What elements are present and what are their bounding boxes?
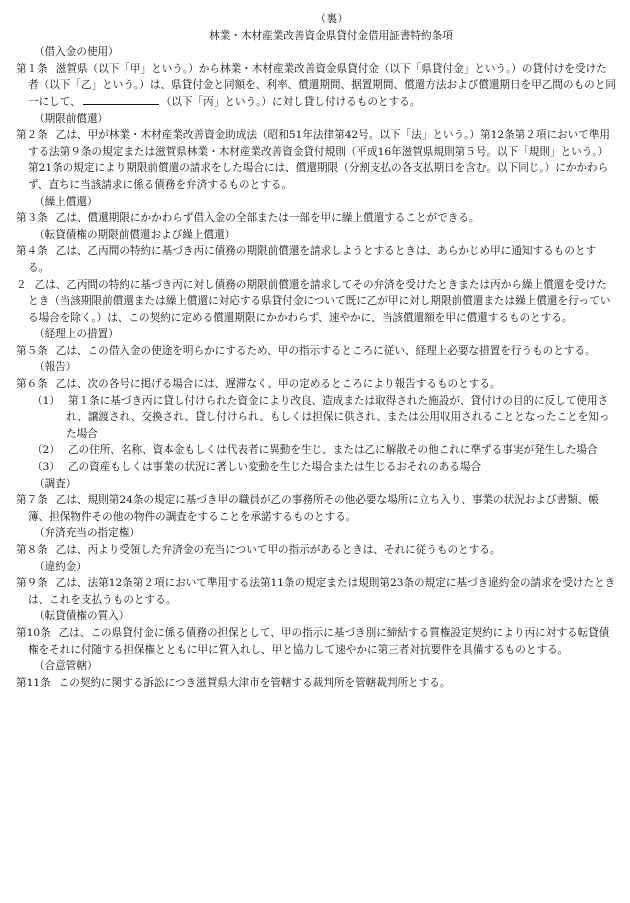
article-8-text: 乙は、丙より受領した弁済金の充当について甲の指示があるときは、それに従うものとする。 — [55, 544, 501, 556]
article-2 — [16, 127, 616, 193]
article-3 — [16, 210, 616, 227]
article-4 — [16, 243, 616, 276]
article-4-paragraph-2 — [16, 277, 616, 327]
article-8-number: 第８条 — [16, 544, 48, 556]
article-4-paragraph-2-text: 乙は、乙丙間の特約に基づき丙に対し債務の期限前償還を請求してその弁済を受けたときまたは丙から繰上償還を受けたとき（当該期限前償還または繰上償還に対応する県貸付金について既に乙が甲に対し期限前償還または繰上償還を行っている場合を除く。）は、この契約に定める償還期限にかかわらず、速やかに、当該償還額を甲に償還するものとする。 — [28, 278, 611, 324]
article-6 — [16, 376, 616, 393]
document-title: 林業・木材産業改善資金県貸付金借用証書特約条項 — [209, 29, 453, 42]
article-3-text: 乙は、償還期限にかかわらず借入金の全部または一部を甲に繰上償還することができる。 — [55, 212, 480, 225]
article-6-item-2 — [16, 442, 616, 459]
back-side-label: （裏） — [315, 13, 349, 25]
article-10-number: 第10条 — [16, 626, 51, 639]
article-8 — [16, 542, 616, 559]
document-page — [16, 11, 616, 691]
article-7-text: 乙は、規則第24条の規定に基づき甲の職員が乙の事務所その他必要な場所に立ち入り、事業の状況および書類、帳簿、担保物件その他の物件の調査をすることを承諾するものとする。 — [28, 494, 599, 523]
article-5-number: 第５条 — [16, 344, 48, 357]
article-1 — [16, 61, 616, 111]
article-7-number: 第７条 — [16, 494, 48, 507]
article-1-text-after: （以下「丙」という。）に対し貸し付けるものとする。 — [160, 95, 421, 108]
article-5 — [16, 343, 616, 360]
article-9-text: 乙は、法第12条第２項において準用する法第11条の規定または規則第23条の規定に基づき違約金の請求を受けたときは、これを支払うものとする。 — [28, 577, 616, 606]
article-1-text-before: 滋賀県（以下「甲」という。）から林業・木材産業改善資金県貸付金（以下「県貸付金」という。）の貸付けを受けた者（以下「乙」という。）は、県貸付金と同額を、利率、償還期間、据置期間、償還方法および償還期日を甲乙間のものと同一にして、 — [28, 62, 616, 108]
item-number: （2） — [32, 444, 60, 457]
article-11 — [16, 675, 616, 692]
item-text: 乙の資産もしくは事業の状況に著しい変動を生じた場合または生じるおそれのある場合 — [67, 461, 482, 474]
article-4-number: 第４条 — [16, 245, 48, 258]
article-1-heading: （借入金の使用） — [34, 46, 119, 59]
article-4-heading: （転貸債権の期限前償還および繰上償還） — [34, 228, 236, 241]
article-2-heading: （期限前償還） — [34, 112, 109, 125]
article-11-number: 第11条 — [16, 676, 51, 689]
item-number: （1） — [32, 394, 60, 407]
article-9-number: 第９条 — [16, 577, 48, 590]
article-11-text: この契約に関する訴訟につき滋賀県大津市を管轄する裁判所を管轄裁判所とする。 — [58, 676, 451, 689]
article-2-text: 乙は、甲が林業・木材産業改善資金助成法（昭和51年法律第42号。以下「法」という。）第12条第２項において準用する法第９条の規定または滋賀県林業・木材産業改善資金貸付規則（平成16年滋賀県規則第５号。以下「規則」という。）第21条の規定により期限前償還の請求をした場合には、償還期限（分割支払の各支払期日を含む。以下同じ。）にかかわらず、直ちに当該請求に係る債務を弁済するものとする。 — [28, 129, 611, 191]
article-6-item-1 — [16, 393, 616, 443]
article-1-number: 第１条 — [16, 62, 48, 75]
article-7 — [16, 492, 616, 525]
item-text: 第１条に基づき丙に貸し付けられた資金により改良、造成または取得された施設が、貸付けの目的に反して使用され、譲渡され、交換され、貸し付けられ、もしくは担保に供され、または公用収用されることとなったことを知った場合 — [66, 394, 610, 440]
article-6-number: 第６条 — [16, 378, 48, 391]
article-5-text: 乙は、この借入金の使途を明らかにするため、甲の指示するところに従い、経理上必要な措置を行うものとする。 — [55, 344, 596, 357]
article-7-heading: （調査） — [34, 477, 77, 490]
article-4-text: 乙は、乙丙間の特約に基づき丙に債務の期限前償還を請求しようとするときは、あらかじめ甲に通知するものとする。 — [28, 245, 597, 274]
article-6-heading: （報告） — [34, 361, 77, 374]
article-3-heading: （繰上償還） — [34, 195, 98, 208]
article-5-heading: （経理上の措置） — [34, 328, 119, 341]
article-10-text: 乙は、この県貸付金に係る債務の担保として、甲の指示に基づき別に締結する質権設定契約により丙に対する転貸債権をそれに付随する担保権とともに甲に質入れし、甲と協力して速やかに第三者対抗要件を具備するものとする。 — [28, 626, 610, 656]
article-10-heading: （転貸債権の質入） — [34, 610, 130, 623]
article-8-heading: （弁済充当の指定権） — [34, 527, 140, 540]
article-10 — [16, 625, 616, 658]
article-9 — [16, 575, 616, 608]
lender-name-blank — [83, 95, 159, 105]
item-number: （3） — [32, 461, 60, 474]
article-9-heading: （違約金） — [34, 560, 87, 573]
article-11-heading: （合意管轄） — [34, 660, 98, 673]
item-text: 乙の住所、名称、資本金もしくは代表者に異動を生じ、または乙に解散その他これに準ずる事実が発生した場合 — [67, 444, 598, 457]
article-3-number: 第３条 — [16, 212, 48, 225]
article-6-text: 乙は、次の各号に掲げる場合には、遅滞なく、甲の定めるところにより報告するものとする。 — [55, 378, 501, 391]
article-6-item-3 — [16, 459, 616, 476]
article-4-paragraph-2-number: ２ — [16, 278, 27, 291]
article-2-number: 第２条 — [16, 129, 48, 142]
